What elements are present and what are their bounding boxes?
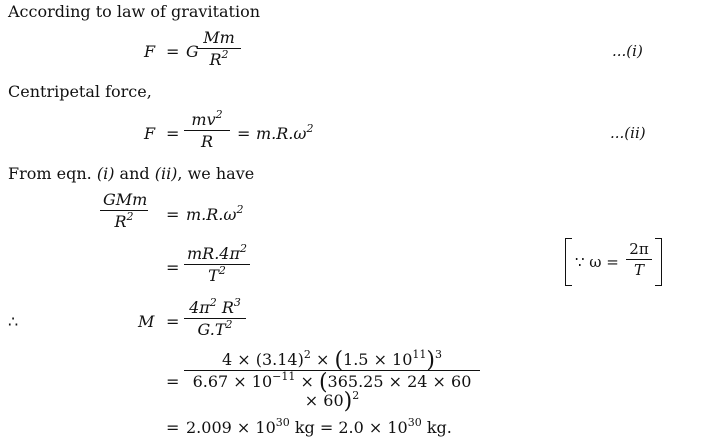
eq7-equals: =	[166, 418, 180, 437]
eq2-rhs: $m.R.\omega^2$	[256, 122, 314, 143]
because-denominator: T	[633, 261, 644, 279]
eq3-fraction	[100, 190, 148, 231]
eq2-fraction	[184, 110, 230, 151]
because-numerator: 2π	[629, 240, 649, 258]
eq1-lhs: F	[144, 42, 156, 61]
eq4-denominator: $T^2$	[208, 264, 226, 285]
from-text: From eqn. (i) and (ii), we have	[8, 164, 255, 183]
eq5-denominator: $G.T^2$	[197, 318, 233, 339]
eq2-ref: ...(ii)	[610, 124, 646, 142]
eq1-denominator: $R^2$	[209, 48, 229, 69]
because-fraction	[626, 240, 652, 279]
eq1-coef: G	[186, 42, 199, 61]
eq3-equals: =	[166, 205, 180, 224]
eq6-fraction	[184, 348, 480, 414]
eq2-lhs: F	[144, 124, 156, 143]
eq5-lhs: M	[138, 312, 155, 331]
eq4-numerator: $mR.4\pi^2$	[187, 242, 247, 263]
eq2-equals-2: =	[237, 124, 251, 143]
therefore-symbol: ∴	[8, 312, 19, 331]
because-symbol: ∵ ω =	[575, 253, 619, 271]
eq7-result: $2.009 \times 10^{30}$ kg = $2.0 \times 10^{30}$ kg.	[186, 416, 452, 437]
eq1-ref: ...(i)	[612, 42, 643, 60]
eq4-fraction	[184, 244, 250, 285]
eq1-equals: =	[166, 42, 180, 61]
because-bracket-left	[565, 238, 572, 286]
eq5-fraction	[184, 298, 246, 339]
eq4-equals: =	[166, 258, 180, 277]
eq3-denominator: $R^2$	[114, 210, 134, 231]
eq1-numerator: Mm	[203, 28, 235, 47]
eq6-denominator: $6.67 \times 10^{-11} \times (365.25 \times 24 \times 60 \times 60)^2$	[192, 370, 472, 414]
eq2-numerator: $mv^2$	[191, 108, 223, 129]
eq3-numerator: GMm	[103, 190, 148, 209]
eq1-fraction	[197, 28, 241, 69]
because-bracket-right	[655, 238, 662, 286]
eq6-numerator: $4 \times (3.14)^2 \times (1.5 \times 10^{11})^3$	[221, 348, 443, 373]
centripetal-text: Centripetal force,	[8, 82, 152, 101]
eq2-equals: =	[166, 124, 180, 143]
eq5-numerator: $4\pi^2$ $R^3$	[189, 296, 241, 317]
eq6-equals: =	[166, 372, 180, 391]
eq5-equals: =	[166, 312, 180, 331]
intro-text: According to law of gravitation	[8, 2, 261, 21]
eq3-rhs: $m.R.\omega^2$	[186, 203, 244, 224]
eq2-denominator: R	[200, 132, 214, 151]
